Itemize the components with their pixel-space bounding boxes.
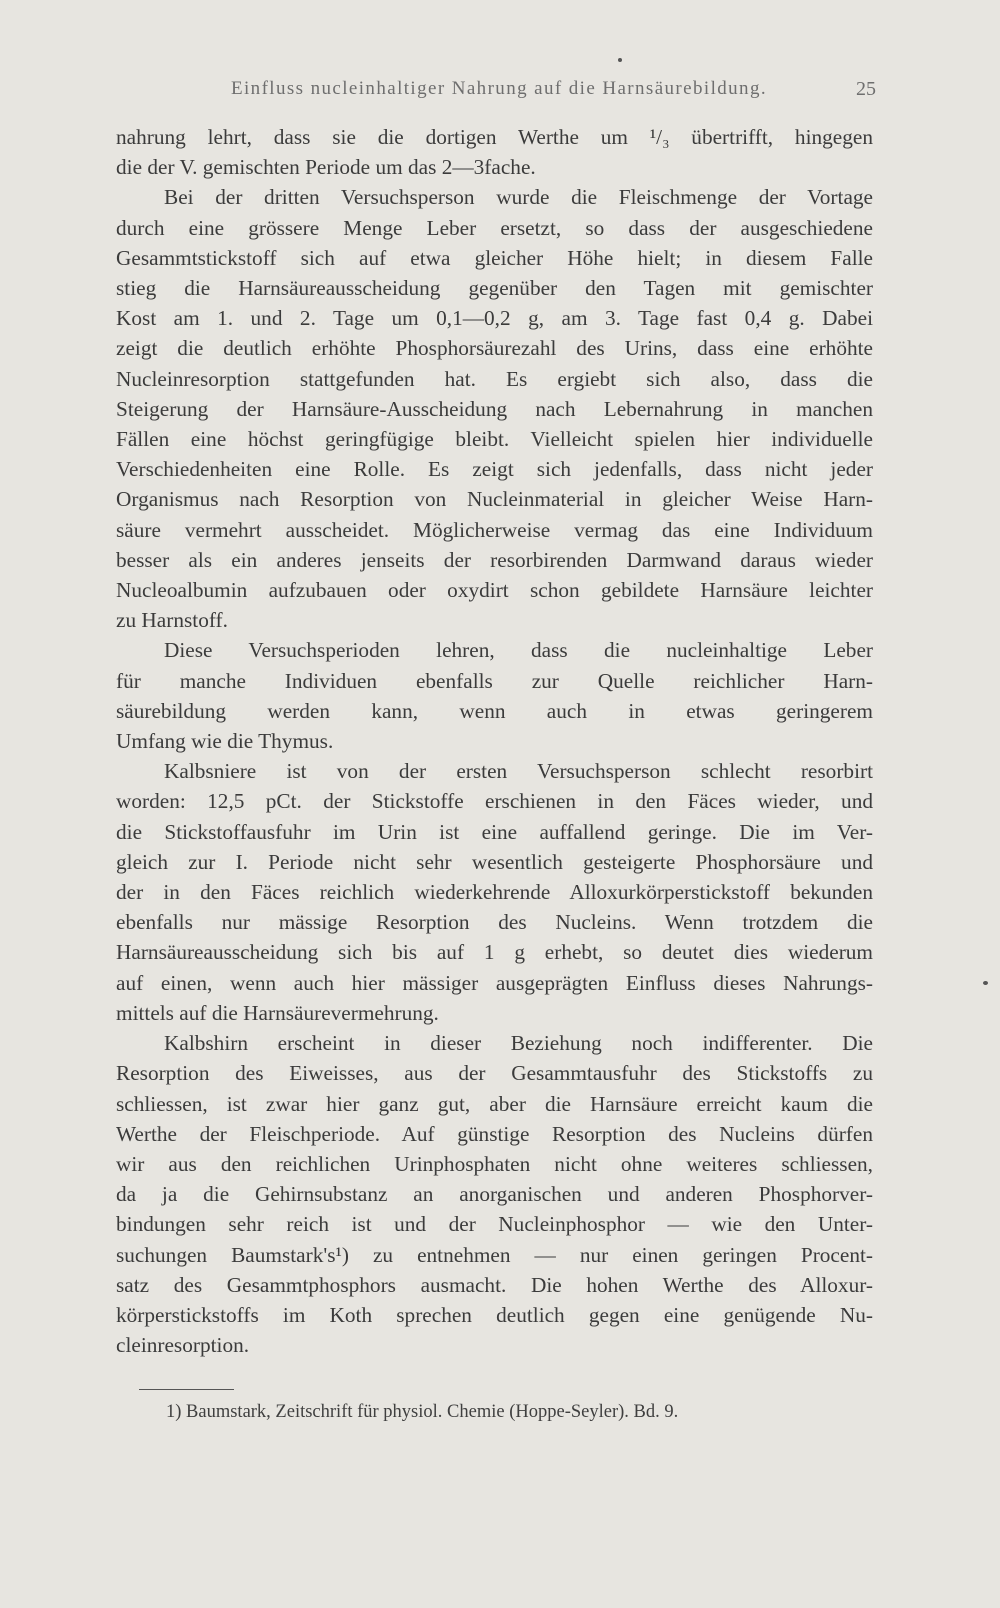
text-line: die Stickstoffausfuhr im Urin ist eine auffallend geringe. Die im Ver- [116, 819, 873, 844]
text-line: suchungen Baumstark's¹) zu entnehmen — nur einen geringen Procent- [116, 1242, 873, 1267]
text-line: schliessen, ist zwar hier ganz gut, aber die Harnsäure erreicht kaum die [116, 1091, 873, 1116]
text-line: zeigt die deutlich erhöhte Phosphorsäurezahl des Urins, dass eine erhöhte [116, 336, 873, 361]
text-line: Resorption des Eiweisses, aus der Gesammtausfuhr des Stickstoffs zu [116, 1061, 873, 1086]
text-line: Kost am 1. und 2. Tage um 0,1—0,2 g, am 3. Tage fast 0,4 g. Dabei [116, 306, 873, 331]
text-line: Nucleinresorption stattgefunden hat. Es ergiebt sich also, dass die [116, 366, 873, 391]
text-line: besser als ein anderes jenseits der resorbirenden Darmwand daraus wieder [116, 547, 873, 572]
text-line: Fällen eine höchst geringfügige bleibt. Vielleicht spielen hier individuelle [116, 427, 873, 452]
text-line: Steigerung der Harnsäure-Ausscheidung nach Lebernahrung in manchen [116, 396, 873, 421]
text-line: bindungen sehr reich ist und der Nucleinphosphor — wie den Unter- [116, 1212, 873, 1237]
text-line: Kalbshirn erscheint in dieser Beziehung noch indifferenter. Die [164, 1031, 873, 1056]
text-line: die der V. gemischten Periode um das 2—3fache. [116, 155, 536, 180]
text-line: nahrung lehrt, dass sie die dortigen Werthe um ¹/₃ übertrifft, hingegen [116, 125, 873, 149]
text-line: mittels auf die Harnsäurevermehrung. [116, 1000, 439, 1025]
text-line: wir aus den reichlichen Urinphosphaten nicht ohne weiteres schliessen, [116, 1151, 873, 1176]
text-line: Gesammtstickstoff sich auf etwa gleicher Höhe hielt; in diesem Falle [116, 245, 873, 270]
text-line: Verschiedenheiten eine Rolle. Es zeigt sich jedenfalls, dass nicht jeder [116, 457, 873, 482]
footnote-rule [139, 1389, 234, 1390]
text-line: durch eine grössere Menge Leber ersetzt, so dass der ausgeschiedene [116, 215, 873, 240]
text-line: körperstickstoffs im Koth sprechen deutlich gegen eine genügende Nu- [116, 1302, 873, 1327]
text-line: auf einen, wenn auch hier mässiger ausgeprägten Einfluss dieses Nahrungs- [116, 970, 873, 995]
text-line: worden: 12,5 pCt. der Stickstoffe erschienen in den Fäces wieder, und [116, 789, 873, 814]
text-line: Umfang wie die Thymus. [116, 729, 334, 754]
text-line: satz des Gesammtphosphors ausmacht. Die hohen Werthe des Alloxur- [116, 1272, 873, 1297]
text-line: Bei der dritten Versuchsperson wurde die Fleischmenge der Vortage [164, 185, 873, 210]
text-line: der in den Fäces reichlich wiederkehrende Alloxurkörperstickstoff bekunden [116, 880, 873, 905]
text-line: Diese Versuchsperioden lehren, dass die nucleinhaltige Leber [164, 638, 873, 663]
print-speck [983, 981, 988, 985]
text-line: Organismus nach Resorption von Nucleinmaterial in gleicher Weise Harn- [116, 487, 873, 512]
page-number: 25 [856, 78, 876, 100]
text-line: säure vermehrt ausscheidet. Möglicherweise vermag das eine Individuum [116, 517, 873, 542]
text-line: Werthe der Fleischperiode. Auf günstige Resorption des Nucleins dürfen [116, 1121, 873, 1146]
text-line: ebenfalls nur mässige Resorption des Nucleins. Wenn trotzdem die [116, 910, 873, 935]
text-line: da ja die Gehirnsubstanz an anorganischen und anderen Phosphorver- [116, 1182, 873, 1207]
body-text [116, 122, 873, 1360]
text-line: für manche Individuen ebenfalls zur Quelle reichlicher Harn- [116, 668, 873, 693]
text-line: cleinresorption. [116, 1333, 250, 1358]
text-line: gleich zur I. Periode nicht sehr wesentlich gesteigerte Phosphorsäure und [116, 849, 873, 874]
running-title: Einfluss nucleinhaltiger Nahrung auf die Harnsäurebildung. [230, 78, 767, 99]
text-line: Nucleoalbumin aufzubauen oder oxydirt schon gebildete Harnsäure leichter [116, 578, 873, 603]
running-head [118, 78, 880, 104]
text-line: säurebildung werden kann, wenn auch in etwas geringerem [116, 698, 873, 723]
text-line: Kalbsniere ist von der ersten Versuchsperson schlecht resorbirt [164, 759, 873, 784]
print-speck [618, 58, 622, 62]
footnote: 1) Baumstark, Zeitschrift für physiol. Chemie (Hoppe-Seyler). Bd. 9. [166, 1402, 679, 1422]
text-line: Harnsäureausscheidung sich bis auf 1 g erhebt, so deutet dies wiederum [116, 940, 873, 965]
text-line: zu Harnstoff. [116, 608, 228, 633]
text-line: stieg die Harnsäureausscheidung gegenüber den Tagen mit gemischter [116, 276, 873, 301]
